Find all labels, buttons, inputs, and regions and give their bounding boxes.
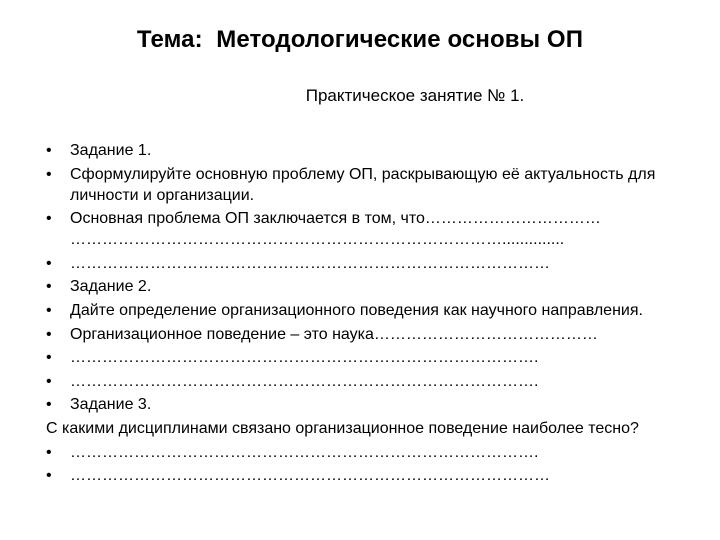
- bullet-icon: •: [46, 210, 52, 228]
- list-item-text: Задание 1.: [70, 142, 152, 159]
- slide-title: Тема: Методологические основы ОП: [136, 26, 584, 53]
- list-item-text: Дайте определение организационного поведения как научного направления.: [70, 301, 643, 319]
- bullet-icon: •: [46, 325, 52, 343]
- list-item: [46, 300, 686, 321]
- list-item: [46, 253, 686, 274]
- list-item: [46, 140, 686, 161]
- list-item: [46, 394, 686, 415]
- bullet-icon: •: [46, 278, 52, 296]
- bullet-icon: •: [46, 165, 52, 183]
- list-item-text: Основная проблема ОП заключается в том, что……………………………: [70, 210, 601, 228]
- list-item: [46, 418, 686, 439]
- bullet-icon: •: [46, 443, 52, 461]
- list-item-text: С какими дисциплинами связано организационное поведение наиболее тесно?: [46, 419, 639, 437]
- bullet-icon: •: [46, 372, 52, 390]
- list-item-text: ………………………………………………………………………………: [70, 467, 550, 485]
- list-item-text: Сформулируйте основную проблему ОП, раскрывающую её актуальность для: [70, 165, 656, 183]
- bullet-icon: •: [46, 142, 52, 159]
- list-item-text: Организационное поведение – это наука……………………………………: [70, 325, 598, 343]
- bullet-icon: •: [46, 254, 52, 272]
- slide-subtitle: Практическое занятие № 1.: [305, 86, 525, 105]
- list-item-text: ………………………………………………………………………………: [70, 254, 550, 272]
- list-item: [46, 465, 686, 486]
- list-item: [46, 371, 686, 392]
- list-item-text: …………………………………………………………………………….: [70, 443, 539, 461]
- task-list: [46, 140, 686, 489]
- list-item: [46, 208, 686, 250]
- list-item: [46, 442, 686, 463]
- list-item-text: Задание 2.: [70, 278, 152, 296]
- list-item: [46, 347, 686, 368]
- list-item-text: личности и организации.: [70, 186, 255, 204]
- bullet-icon: •: [46, 349, 52, 367]
- list-item: [46, 324, 686, 345]
- bullet-icon: •: [46, 301, 52, 319]
- list-item: [46, 276, 686, 297]
- list-item-text: Задание 3.: [70, 396, 152, 414]
- list-item-text: …………………………………………………………………………….: [70, 372, 539, 390]
- bullet-icon: •: [46, 467, 52, 485]
- bullet-icon: •: [46, 396, 52, 414]
- list-item-text: ………………………………………………………………………..............: [70, 231, 565, 249]
- list-item-text: …………………………………………………………………………….: [70, 349, 539, 367]
- list-item: [46, 164, 686, 206]
